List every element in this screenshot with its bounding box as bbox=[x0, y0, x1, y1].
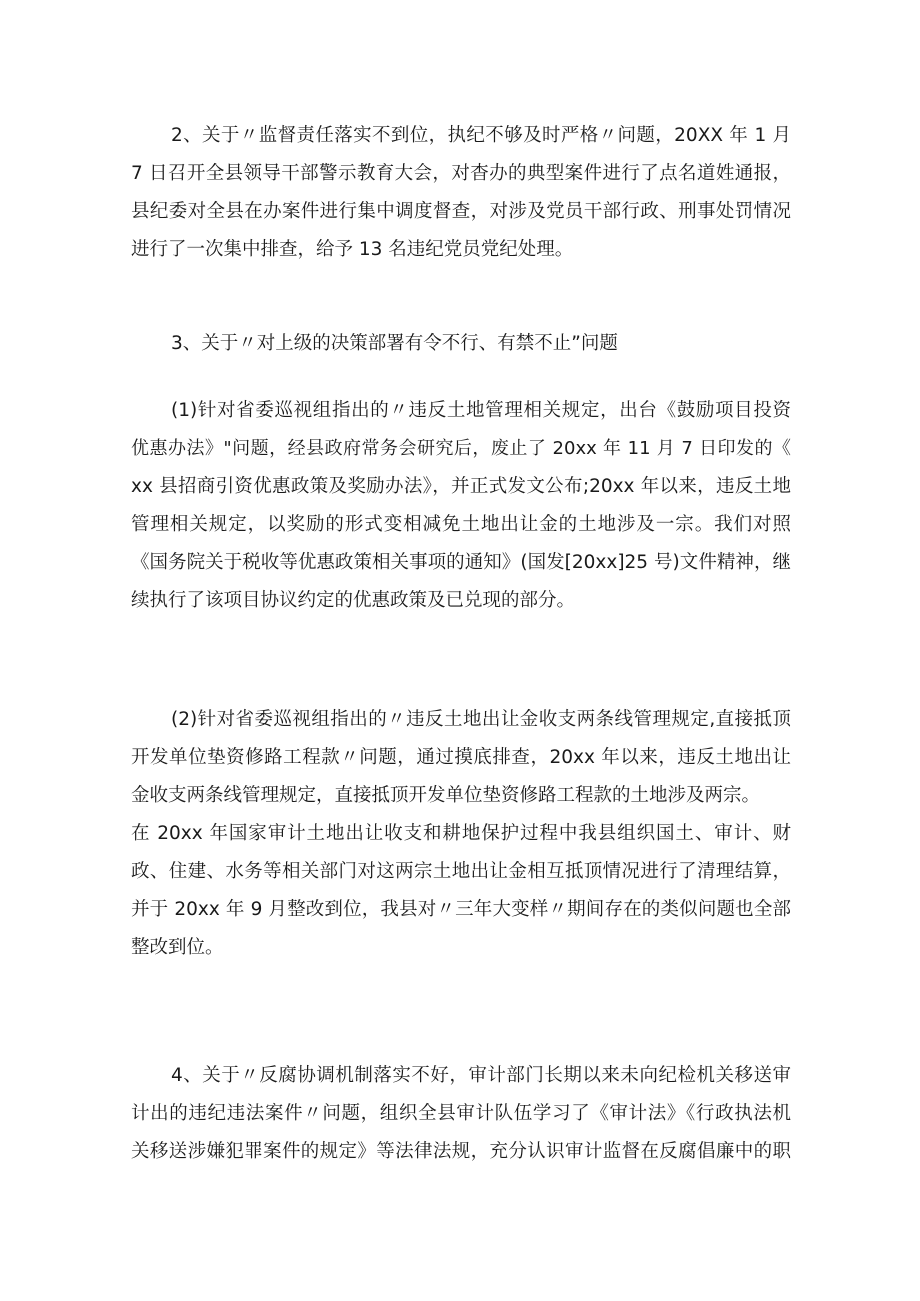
text-line: 7 日召开全县领导干部警示教育大会，对杳办的典型案件进行了点名道姓通报， bbox=[131, 163, 791, 184]
text-line: 进行了一次集中排查，给予 13 名违纪党员党纪处理。 bbox=[131, 239, 574, 260]
text-line: 3、关于〃对上级的决策部署有令不行、有禁不止”问题 bbox=[171, 333, 618, 354]
text-line: xx 县招商引资优惠政策及奖励办法》，并正式发文公布;20xx 年以来，违反土地 bbox=[131, 476, 791, 497]
text-line: 关移送涉嫌犯罪案件的规定》等法律法规，充分认识审计监督在反腐倡廉中的职 bbox=[131, 1141, 791, 1162]
paragraph-section-4 bbox=[131, 1057, 791, 1171]
text-line: 计出的违纪违法案件〃问题，组织全县审计队伍学习了《审计法》《行政执法机 bbox=[131, 1103, 791, 1124]
text-line: 开发单位垫资修路工程款〃问题，通过摸底排查，20xx 年以来，违反土地出让 bbox=[131, 747, 791, 768]
text-line: 《国务院关于税收等优惠政策相关事项的通知》(国发[20xx]25 号)文件精神，继 bbox=[131, 552, 791, 573]
text-line: 在 20xx 年国家审计土地出让收支和耕地保护过程中我县组织国土、审计、财 bbox=[131, 823, 791, 844]
text-line: 管理相关规定，以奖励的形式变相减免土地出让金的土地涉及一宗。我们对照 bbox=[131, 514, 791, 535]
text-line: 续执行了该项目协议约定的优惠政策及已兑现的部分。 bbox=[131, 590, 576, 611]
text-line: (2)针对省委巡视组指出的〃违反土地出让金收支两条线管理规定,直接抵顶 bbox=[171, 709, 791, 730]
text-line: 并于 20xx 年 9 月整改到位，我县对〃三年大变样〃期间存在的类似问题也全部 bbox=[131, 899, 791, 920]
text-line: 整改到位。 bbox=[131, 937, 224, 958]
text-line: 优惠办法》"问题，经县政府常务会研究后，废止了 20xx 年 11 月 7 日印发的《 bbox=[131, 438, 791, 459]
paragraph-section-2 bbox=[131, 117, 791, 269]
paragraph-section-3-item-1 bbox=[131, 392, 791, 620]
text-line: 县纪委对全县在办案件进行集中调度督查，对涉及党员干部行政、刑事处罚情况 bbox=[131, 201, 791, 222]
text-line: 2、关于〃监督责任落实不到位，执纪不够及时严格〃问题，20XX 年 1 月 bbox=[171, 125, 791, 146]
text-line: 政、住建、水务等相关部门对这两宗土地出让金相互抵顶情况进行了清理结算， bbox=[131, 861, 791, 882]
text-line: 金收支两条线管理规定，直接抵顶开发单位垫资修路工程款的土地涉及两宗。 bbox=[131, 785, 761, 806]
paragraph-section-3-item-2 bbox=[131, 701, 791, 967]
paragraph-section-3-heading bbox=[131, 325, 791, 363]
text-line: 4、关于〃反腐协调机制落实不好，审计部门长期以来未向纪检机关移送审 bbox=[171, 1065, 791, 1086]
text-line: (1)针对省委巡视组指出的〃违反土地管理相关规定，出台《鼓励项目投资 bbox=[171, 400, 791, 421]
